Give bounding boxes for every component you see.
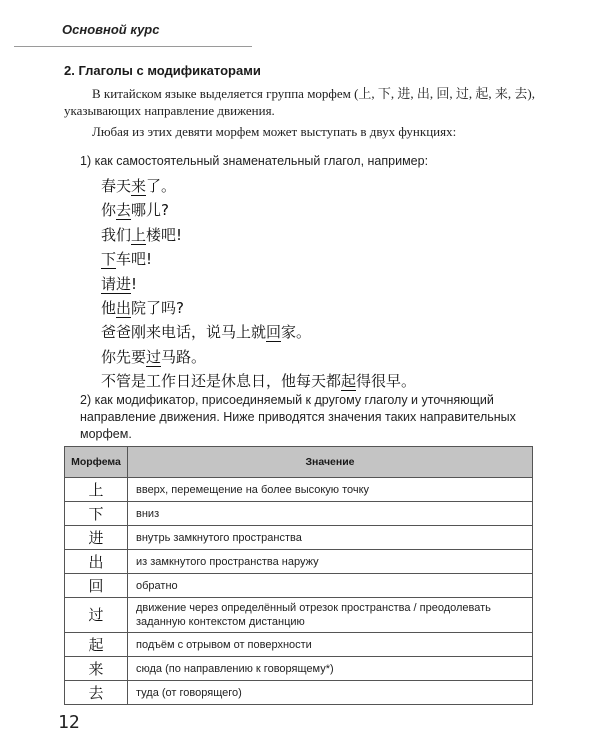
item-2-label: 2) как модификатор, присоединяемый к другому глаголу и уточняющий направление движения. Ниже приводятся значения таких направительных морфем.	[80, 393, 516, 441]
table-row	[65, 681, 533, 705]
sentence-text: 院了吗?	[131, 298, 184, 317]
meaning-cell: вниз	[128, 502, 533, 526]
running-header: Основной курс	[62, 22, 160, 37]
example-sentences	[101, 174, 416, 394]
morpheme-cell: 起	[65, 633, 128, 657]
sentence-text: 家。	[281, 323, 312, 342]
item-1-label: 1) как самостоятельный знаменательный глагол, например:	[80, 154, 429, 168]
meaning-cell: внутрь замкнутого пространства	[128, 526, 533, 550]
sentence-text: !	[131, 274, 138, 293]
sentence-text: 他	[101, 298, 117, 317]
morpheme-table	[64, 446, 533, 705]
sentence-text: 哪儿?	[131, 201, 169, 220]
section-title: 2. Глаголы с модификаторами	[64, 63, 261, 78]
underlined-morpheme: 来	[131, 177, 147, 195]
example-sentence	[101, 369, 416, 393]
morpheme-cell: 来	[65, 657, 128, 681]
morpheme-cell: 回	[65, 574, 128, 598]
meaning-cell: движение через определённый отрезок пространства / преодолевать заданную контекстом дистанцию	[128, 598, 533, 633]
meaning-cell: туда (от говорящего)	[128, 681, 533, 705]
morpheme-cell: 进	[65, 526, 128, 550]
morpheme-cell: 上	[65, 478, 128, 502]
sentence-text: 爸爸刚来电话，说马上就	[101, 323, 267, 342]
meaning-cell: вверх, перемещение на более высокую точку	[128, 478, 533, 502]
example-sentence	[101, 198, 416, 222]
sentence-text: 春天	[101, 177, 132, 195]
table-row	[65, 574, 533, 598]
example-sentence	[101, 247, 416, 271]
underlined-morpheme: 起	[341, 372, 357, 391]
morpheme-cell: 出	[65, 550, 128, 574]
sentence-text: 我们	[101, 225, 132, 244]
sentence-text: 得很早。	[356, 372, 417, 391]
sentence-text: 马路。	[161, 347, 207, 366]
functions-paragraph: Любая из этих девяти морфем может выступать в двух функциях:	[92, 124, 457, 139]
morpheme-cell: 过	[65, 598, 128, 633]
table-row	[65, 657, 533, 681]
sentence-text: 楼吧!	[146, 225, 183, 244]
intro-paragraph: В китайском языке выделяется группа морфем (上, 下, 进, 出, 回, 过, 起, 来, 去), указывающих направление движения.	[64, 86, 536, 118]
sentence-text: 不管是工作日还是休息日，他每天都	[101, 372, 342, 391]
meaning-cell: сюда (по направлению к говорящему*)	[128, 657, 533, 681]
table-row	[65, 502, 533, 526]
table-row	[65, 550, 533, 574]
underlined-morpheme: 过	[146, 347, 162, 366]
meaning-cell: обратно	[128, 574, 533, 598]
example-sentence	[101, 223, 416, 247]
header-meaning: Значение	[128, 447, 533, 478]
morpheme-cell: 去	[65, 681, 128, 705]
example-sentence	[101, 174, 416, 198]
sentence-text: 你先要	[101, 347, 147, 366]
meaning-cell: подъём с отрывом от поверхности	[128, 633, 533, 657]
table-row	[65, 478, 533, 502]
example-sentence	[101, 272, 416, 296]
underlined-morpheme: 去	[116, 201, 132, 220]
example-sentence	[101, 345, 416, 369]
sentence-text: 车吧!	[116, 250, 153, 269]
header-rule	[14, 46, 252, 47]
underlined-morpheme: 下	[101, 250, 117, 269]
page-number: 12	[58, 712, 80, 733]
underlined-morpheme: 出	[116, 298, 132, 317]
underlined-morpheme: 请进	[101, 274, 132, 293]
morpheme-cell: 下	[65, 502, 128, 526]
table-header-row	[65, 447, 533, 478]
underlined-morpheme: 回	[266, 323, 282, 342]
underlined-morpheme: 上	[131, 225, 147, 244]
table-row	[65, 526, 533, 550]
example-sentence	[101, 320, 416, 344]
example-sentence	[101, 296, 416, 320]
sentence-text: 你	[101, 201, 117, 220]
meaning-cell: из замкнутого пространства наружу	[128, 550, 533, 574]
table-row	[65, 598, 533, 633]
header-morpheme: Морфема	[65, 447, 128, 478]
table-row	[65, 633, 533, 657]
sentence-text: 了。	[146, 177, 177, 195]
